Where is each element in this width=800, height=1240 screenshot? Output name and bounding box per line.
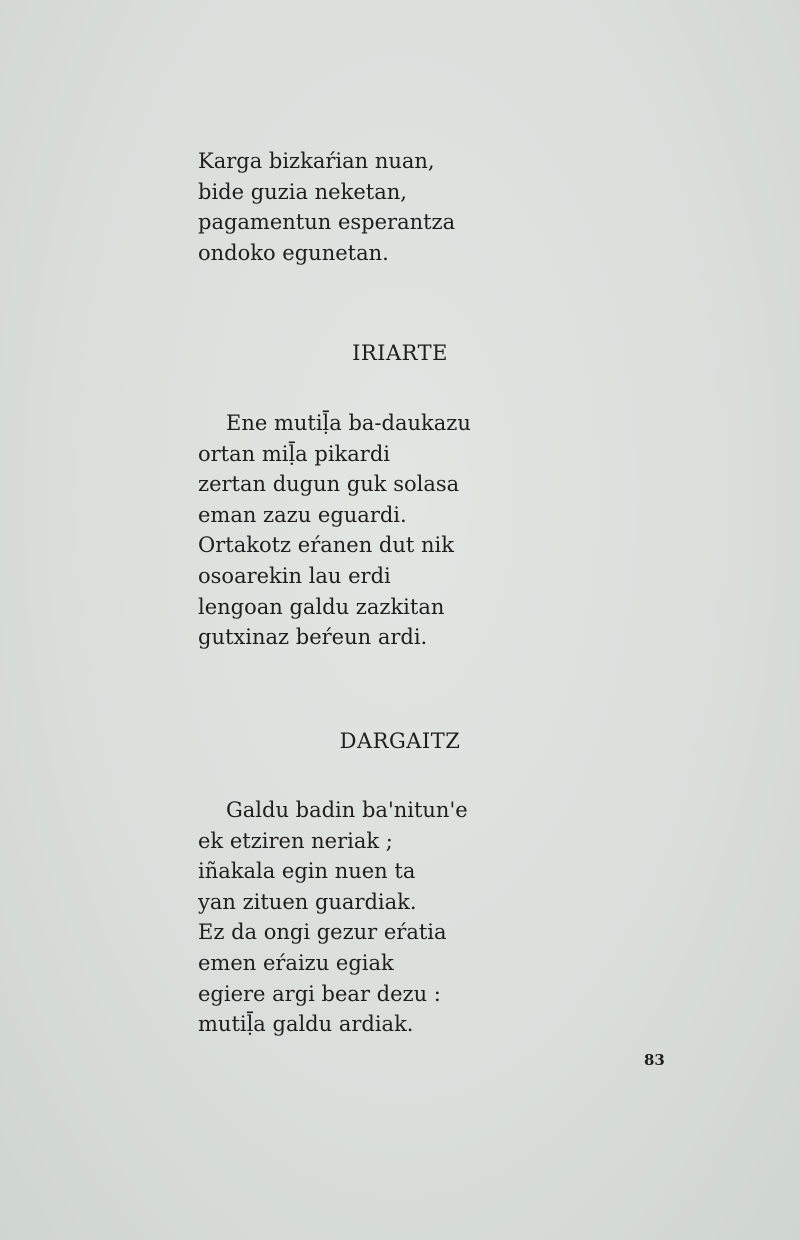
verse-line: Ez da ongi gezur eŕatia <box>198 920 447 945</box>
stanza-opening <box>198 146 618 268</box>
section-heading-dargaitz: DARGAITZ <box>339 729 461 753</box>
verse-line: yan zituen guardiak. <box>198 889 417 914</box>
verse-line: osoarekin lau erdi <box>198 563 391 588</box>
verse-line: bide guzia neketan, <box>198 179 407 204</box>
section-heading-iriarte: IRIARTE <box>352 341 448 365</box>
verse-line: iñakala egin nuen ta <box>198 859 416 884</box>
verse-line: gutxinaz beŕeun ardi. <box>198 625 428 650</box>
verse-line: egiere argi bear dezu : <box>198 981 441 1006</box>
verse-line: eman zazu eguardi. <box>198 502 407 527</box>
verse-line: Galdu badin ba'nitun'e <box>226 798 468 822</box>
stanza-dargaitz <box>198 795 618 1040</box>
verse-line: emen eŕaizu egiak <box>198 950 394 975</box>
verse-line: ek etziren neriak ; <box>198 828 393 853</box>
verse-line: mutiḹa galdu ardiak. <box>198 1012 414 1037</box>
page-number: 83 <box>644 1051 665 1069</box>
verse-line: pagamentun esperantza <box>198 210 456 235</box>
verse-line: Ortakotz eŕanen dut nik <box>198 533 454 558</box>
verse-line: ortan miḹa pikardi <box>198 441 390 466</box>
stanza-iriarte <box>198 408 618 653</box>
verse-line: lengoan galdu zazkitan <box>198 594 445 619</box>
verse-line: Karga bizkaŕian nuan, <box>198 149 435 173</box>
verse-line: Ene mutiḹa ba-daukazu <box>226 411 471 435</box>
verse-line: zertan dugun guk solasa <box>198 472 460 497</box>
verse-line: ondoko egunetan. <box>198 240 389 265</box>
